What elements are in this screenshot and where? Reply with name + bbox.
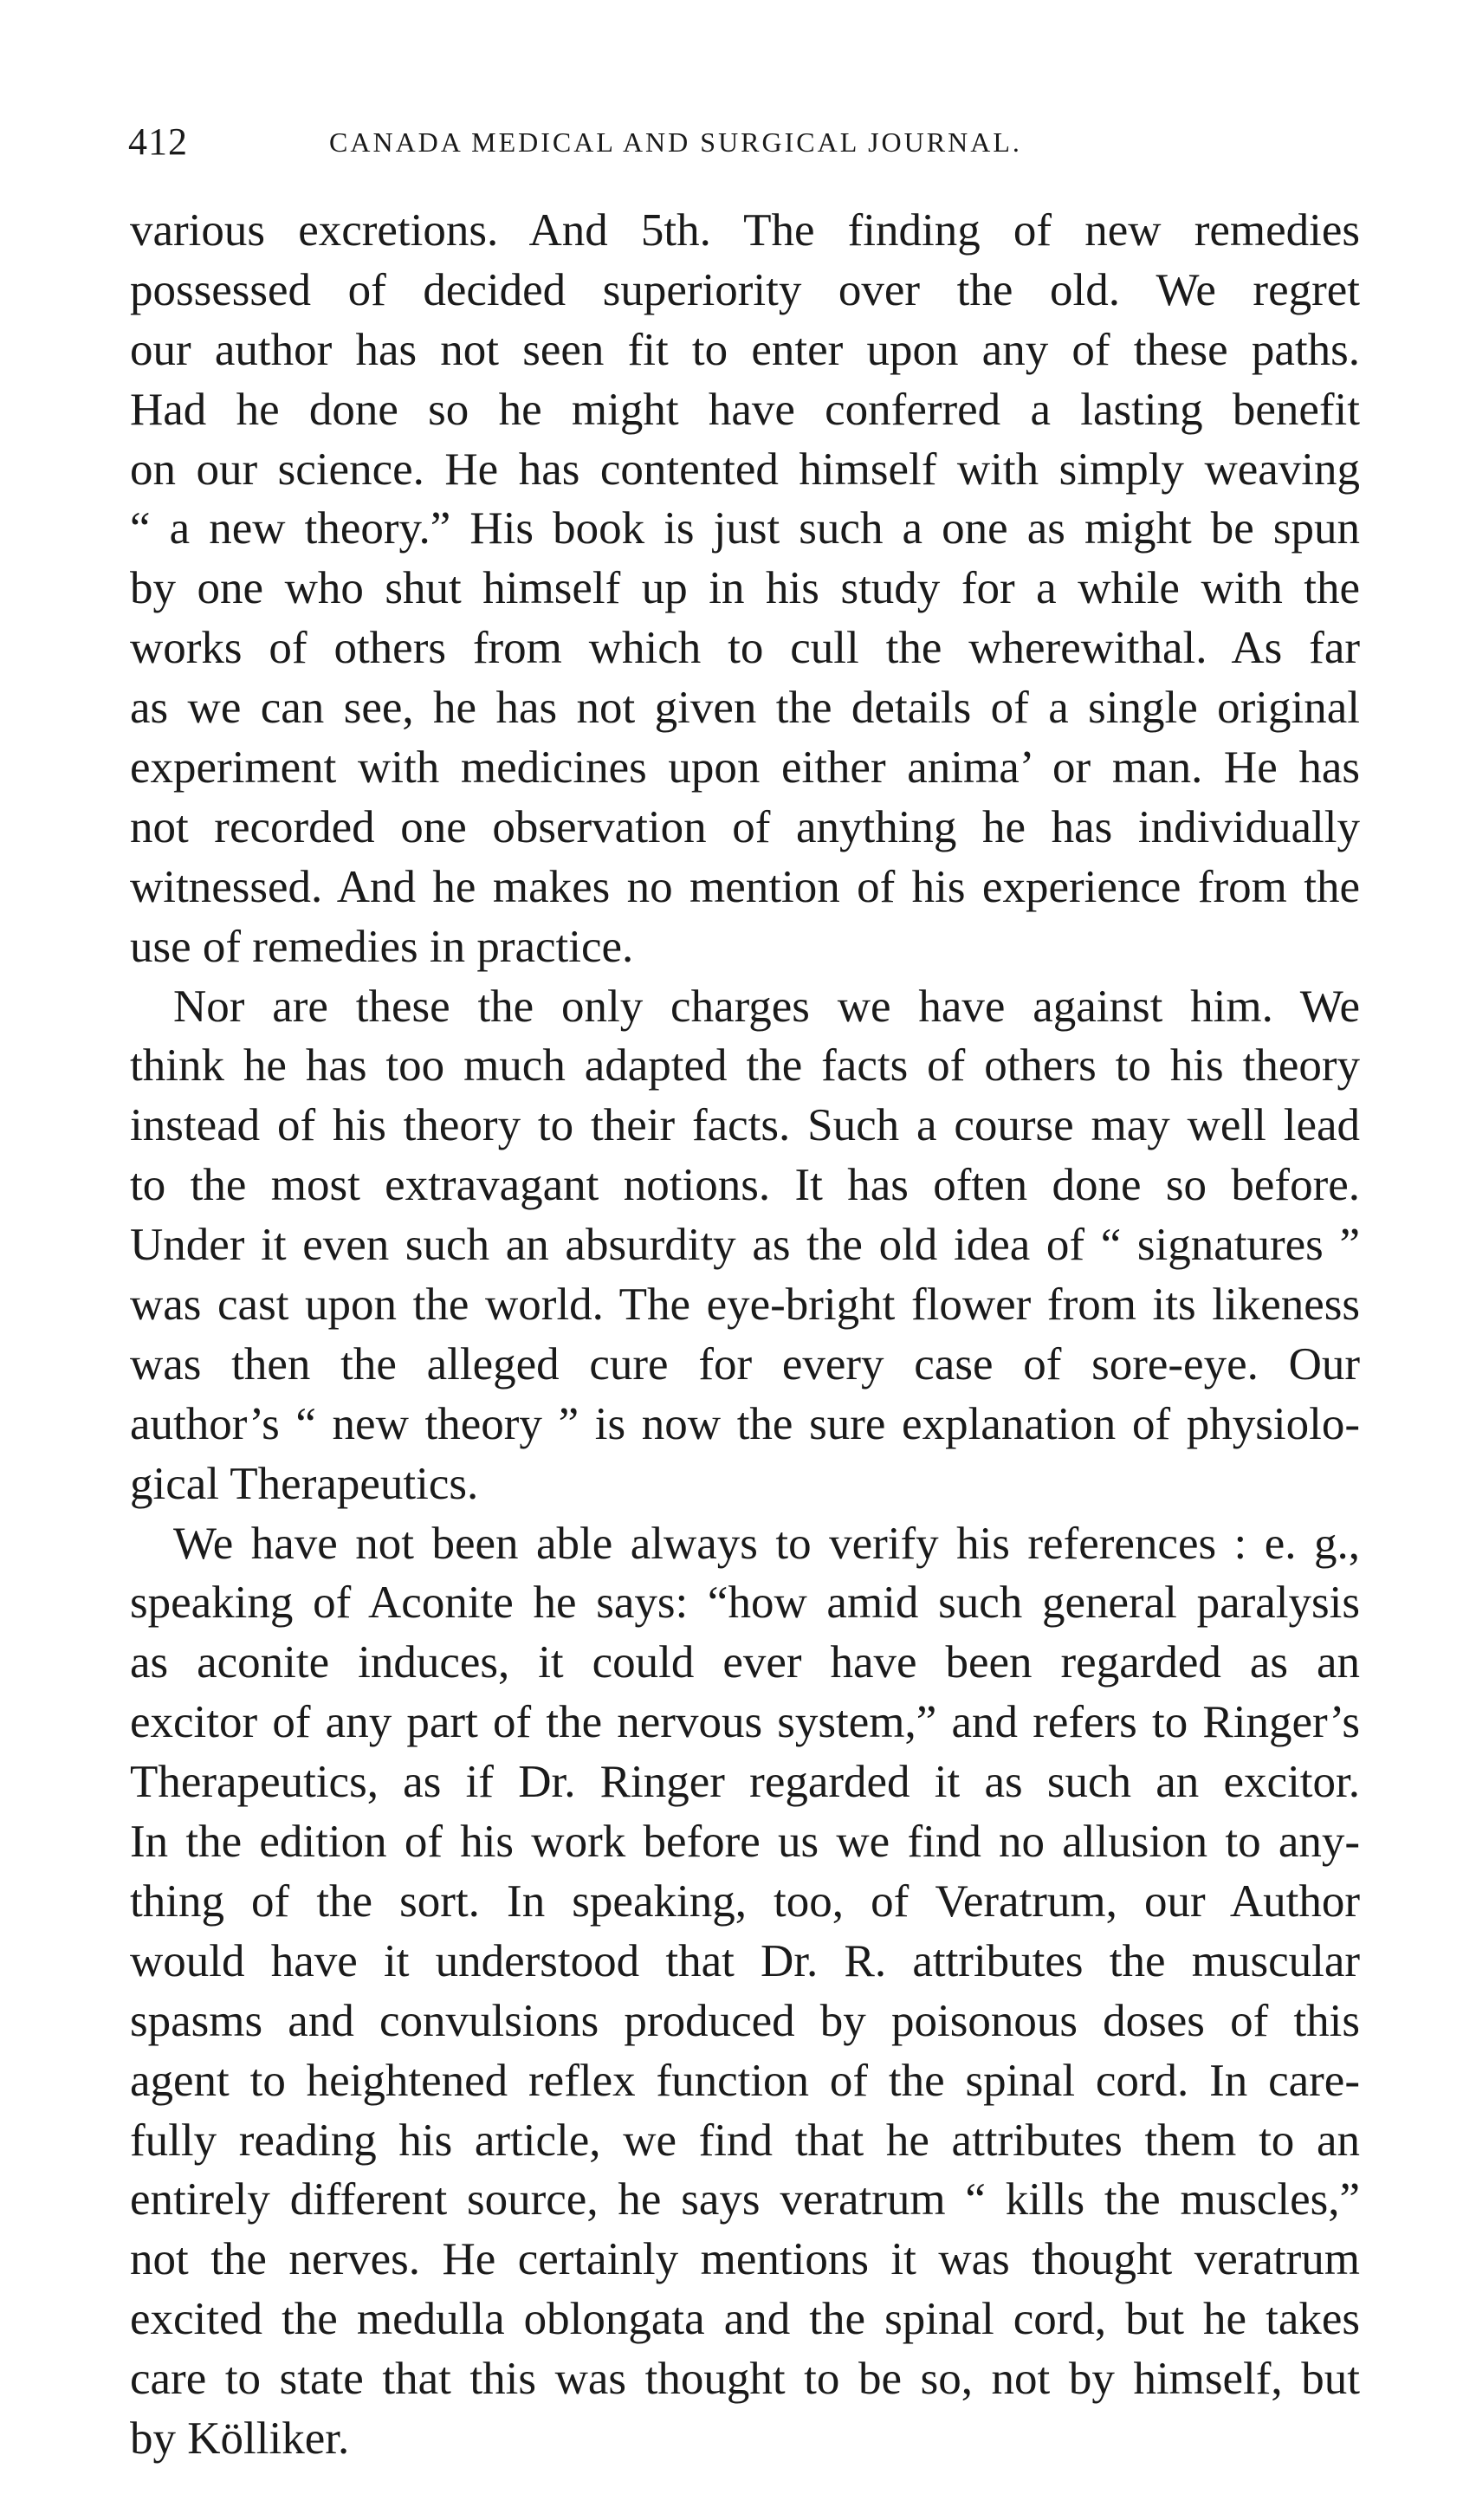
text-line: experiment with medicines upon either anima’ or man. He has [130, 742, 1360, 794]
text-line: as we can see, he has not given the details of a single original [130, 683, 1360, 734]
text-line: our author has not seen fit to enter upon any of these paths. [130, 324, 1360, 375]
text-line: by one who shut himself up in his study for a while with the [130, 563, 1360, 614]
text-line: witnessed. And he makes no mention of his experience from the [130, 861, 1360, 912]
text-line: was cast upon the world. The eye-bright flower from its likeness [130, 1279, 1360, 1331]
text-line: as aconite induces, it could ever have been regarded as an [130, 1637, 1360, 1688]
text-line: entirely different source, he says veratrum “ kills the muscles,” [130, 2174, 1360, 2225]
text-line: instead of his theory to their facts. Such a course may well lead [130, 1100, 1360, 1151]
text-line: use of remedies in practice. [130, 921, 634, 972]
text-line: care to state that this was thought to be so, not by himself, but [130, 2354, 1360, 2405]
text-line: various excretions. And 5th. The finding of new remedies [130, 205, 1360, 256]
running-head [128, 120, 1358, 172]
text-line: excited the medulla oblongata and the spinal cord, but he takes [130, 2294, 1360, 2345]
text-line: Therapeutics, as if Dr. Ringer regarded it as such an excitor. [130, 1757, 1360, 1808]
text-line: We have not been able always to verify his references : e. g., [173, 1518, 1360, 1569]
text-line: spasms and convulsions produced by poisonous doses of this [130, 1995, 1360, 2046]
text-line: In the edition of his work before us we find no allusion to any- [130, 1817, 1360, 1868]
journal-title: CANADA MEDICAL AND SURGICAL JOURNAL. [329, 126, 1022, 158]
text-line: agent to heightened reflex function of the spinal cord. In care- [130, 2055, 1360, 2106]
paragraph [130, 1514, 1360, 2469]
text-line: gical Therapeutics. [130, 1458, 479, 1509]
paragraph [130, 977, 1360, 1514]
text-line: works of others from which to cull the wherewithal. As far [130, 623, 1360, 674]
text-line: thing of the sort. In speaking, too, of Veratrum, our Author [130, 1875, 1360, 1927]
text-line: fully reading his article, we find that he attributes them to an [130, 2115, 1360, 2166]
text-line: author’s “ new theory ” is now the sure explanation of physiolo- [130, 1398, 1360, 1449]
text-line: Nor are these the only charges we have against him. We [173, 981, 1360, 1032]
text-line: by Kölliker. [130, 2413, 350, 2464]
text-line: was then the alleged cure for every case of sore-eye. Our [130, 1338, 1360, 1390]
text-line: not the nerves. He certainly mentions it was thought veratrum [130, 2234, 1360, 2285]
text-line: excitor of any part of the nervous system,” and refers to Ringer’s [130, 1697, 1360, 1748]
text-line: think he has too much adapted the facts of others to his theory [130, 1040, 1360, 1092]
page-number: 412 [128, 120, 188, 163]
text-line: not recorded one observation of anything he has individually [130, 801, 1360, 852]
text-line: would have it understood that Dr. R. attributes the muscular [130, 1935, 1360, 1986]
text-line: speaking of Aconite he says: “how amid such general paralysis [130, 1577, 1360, 1629]
text-line: on our science. He has contented himself with simply weaving [130, 444, 1360, 495]
body-text [130, 201, 1360, 2469]
text-line: “ a new theory.” His book is just such a one as might be spun [130, 503, 1360, 554]
text-line: Had he done so he might have conferred a lasting benefit [130, 384, 1360, 435]
text-line: to the most extravagant notions. It has often done so before. [130, 1160, 1360, 1211]
text-line: Under it even such an absurdity as the old idea of “ signatures ” [130, 1220, 1360, 1271]
text-line: possessed of decided superiority over the old. We regret [130, 264, 1360, 315]
paragraph [130, 201, 1360, 977]
